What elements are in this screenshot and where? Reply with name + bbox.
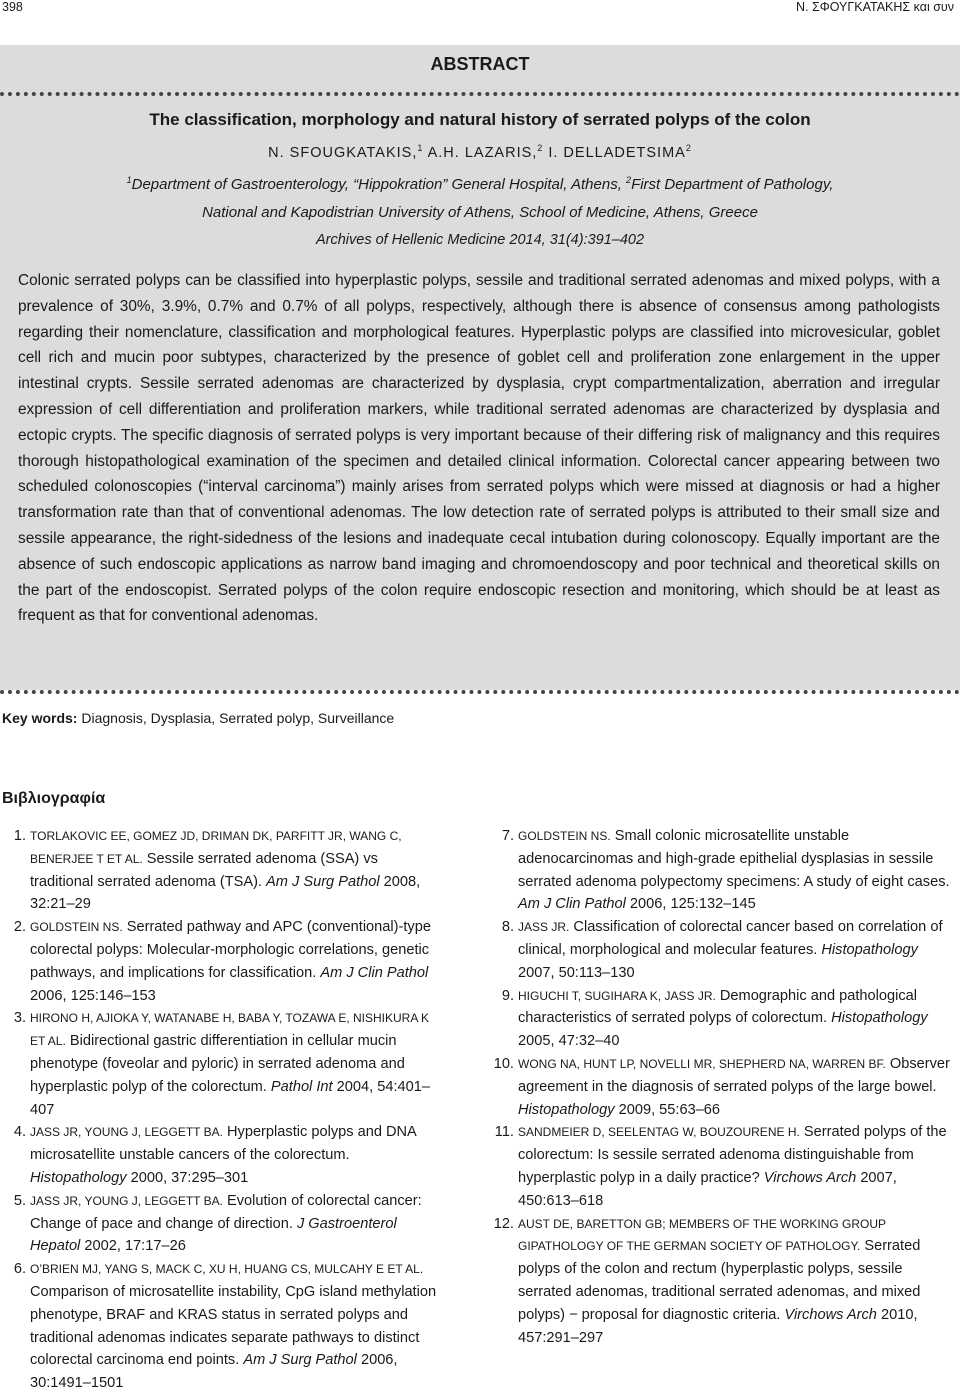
keywords (2, 710, 394, 726)
page-header (0, 0, 960, 18)
running-head: Ν. ΣΦΟΥΓΚΑΤΑΚΗΣ και συν (796, 0, 954, 14)
reference-title: Hyperplastic polyps and DNA microsatellite unstable cancers of the colorectum. (30, 1124, 416, 1164)
reference-journal: Histopathology (831, 1010, 928, 1027)
reference-title: Observer agreement in the diagnosis of serrated polyps of the large bowel. (518, 1055, 950, 1095)
reference-authors: HIGUCHI T, SUGIHARA K, JASS JR. (518, 988, 716, 1003)
keywords-label: Key words: (2, 710, 78, 726)
reference-num: 8. (501, 919, 514, 936)
reference-journal: Virchows Arch (784, 1306, 877, 1323)
affiliation-line-1: $^1$Department of Gastroenterology, “Hippokration” General Hospital, Athens, $^2$First Department of Pathology, (126, 175, 834, 193)
reference-cite: 2004, 54:401–407 (30, 1078, 430, 1118)
reference-item (492, 1053, 954, 1121)
reference-authors: JASS JR. (518, 920, 570, 935)
reference-title: Serrated pathway and APC (conventional)-type colorectal polyps: Molecular-morphologic correlations, genetic pathways, and implications for classification. (30, 919, 431, 981)
reference-num: 3. (13, 1010, 26, 1027)
reference-cite: 2005, 47:32–40 (518, 1033, 620, 1050)
reference-journal: Am J Clin Pathol (518, 896, 626, 913)
reference-item (492, 1121, 954, 1212)
affiliation-line-2: National and Kapodistrian University of Athens, School of Medicine, Athens, Greece (202, 204, 758, 221)
reference-num: 7. (501, 828, 514, 844)
reference-cite: 2008, 32:21–29 (30, 873, 421, 913)
reference-journal: Am J Surg Pathol (266, 873, 380, 890)
reference-num: 10. (493, 1055, 514, 1072)
reference-cite: 2007, 50:113–130 (518, 964, 635, 981)
reference-authors: JASS JR, YOUNG J, LEGGETT BA. (30, 1193, 223, 1208)
reference-num: 12. (493, 1215, 514, 1232)
paper-title: The classification, morphology and natural history of serrated polyps of the colon (149, 110, 811, 129)
reference-item (4, 825, 444, 916)
reference-cite: 2007, 450:613–618 (518, 1169, 897, 1209)
reference-title: Demographic and pathological characteristics of serrated polyps of colorectum. (518, 987, 918, 1027)
reference-item (4, 1190, 444, 1258)
reference-cite: 2000, 37:295–301 (126, 1169, 249, 1186)
reference-item (4, 1258, 444, 1395)
reference-title: Serrated polyps of the colon and rectum (hyperplastic polyps, sessile serrated adenomas, traditional serrated adenomas, and mixed polyps) − proposal for diagnostic criteria. (518, 1238, 921, 1323)
reference-authors: JASS JR, YOUNG J, LEGGETT BA. (30, 1125, 223, 1140)
dotted-divider-top (0, 92, 960, 96)
reference-num: 11. (494, 1124, 514, 1141)
keywords-text: Diagnosis, Dysplasia, Serrated polyp, Surveillance (77, 710, 395, 726)
reference-title: Bidirectional gastric differentiation in cellular mucin phenotype (foveolar and pyloric) in serrated adenoma and hyperplastic polyp of the colorectum. (30, 1033, 405, 1095)
reference-num: 1. (13, 828, 26, 844)
abstract-heading: ABSTRACT (430, 54, 530, 74)
reference-cite: 2009, 55:63–66 (614, 1101, 721, 1118)
reference-cite: 2006, 125:146–153 (30, 987, 156, 1004)
reference-authors: GOLDSTEIN NS. (518, 829, 611, 843)
reference-title: Evolution of colorectal cancer: Change of pace and change of direction. (30, 1192, 422, 1232)
reference-cite: 2006, 30:1491–1501 (30, 1352, 398, 1392)
reference-item (492, 1213, 954, 1350)
reference-title: Small colonic microsatellite unstable adenocarcinomas and high-grade epithelial dysplasias in sessile serrated adenoma polypectomy specimens: A study of eight cases. (518, 828, 950, 890)
abstract-text: Colonic serrated polyps can be classified into hyperplastic polyps, sessile and traditional serrated adenomas and mixed polyps, with a prevalence of 30%, 3.9%, 0.7% and 0.7% of all polyps, respectively, although there is absence of consensus among pathologists regarding their nomenclature, classification and morphological features. Hyperplastic polyps are classified into microvesicular, goblet cell rich and mucin poor subtypes, characterized by the presence of goblet cell and proliferation zone enlargement in the upper intestinal crypts. Sessile serrated adenomas are characterized by dysplasia, crypt compartmentalization, aberration and irregular expression of cell differentiation and proliferation markers, while traditional serrated adenomas are characterized by dysplasia and ectopic crypts. The specific diagnosis of serrated polyps is very important because of their differing risk of malignancy and this requires thorough histopathological examination of the specimen and detailed clinical information. Colorectal cancer appearing between two scheduled colonoscopies (“interval carcinoma”) mainly arises from serrated polyps which were missed at diagnosis or had a higher transformation rate than that of conventional adenomas. The low detection rate of serrated polyps is attributed to their small size and sessile appearance, the right-sidedness of the lesions and inadequate cecal intubation during colonoscopy. Equally important are the absence of such endoscopic applications as narrow band imaging and chromoendoscopy and poor technical and theoretical skills on the part of the endoscopist. Serrated polyps of the colon require endoscopic resection and monitoring, which should be at least as frequent as that for conventional adenomas. (18, 272, 940, 625)
bibliography-heading: Βιβλιογραφία (2, 790, 106, 807)
reference-item (4, 1121, 444, 1189)
references-right-column (492, 825, 954, 1349)
journal-citation: Archives of Hellenic Medicine 2014, 31(4):391–402 (315, 232, 645, 248)
reference-cite: 2002, 17:17–26 (80, 1238, 186, 1255)
dotted-divider-bottom (0, 690, 960, 694)
reference-title: Sessile serrated adenoma (SSA) vs traditional serrated adenoma (TSA). (30, 850, 378, 890)
reference-authors: O’BRIEN MJ, YANG S, MACK C, XU H, HUANG CS, MULCAHY E ET AL. (30, 1262, 424, 1277)
affiliations (0, 166, 960, 227)
reference-cite: 2010, 457:291–297 (518, 1306, 918, 1346)
reference-num: 4. (13, 1124, 26, 1141)
reference-authors: HIRONO H, AJIOKA Y, WATANABE H, BABA Y, TOZAWA E, NISHIKURA K ET AL. (30, 1011, 430, 1049)
reference-num: 6. (13, 1261, 26, 1278)
reference-item (4, 1007, 444, 1121)
reference-journal: Am J Surg Pathol (243, 1352, 357, 1369)
reference-authors: GOLDSTEIN NS. (30, 920, 123, 935)
reference-journal: Am J Clin Pathol (320, 964, 429, 981)
reference-journal: Histopathology (518, 1101, 615, 1118)
author-list: N. SFOUGKATAKIS,$^1$ A.H. LAZARIS,$^2$ I. DELLADETSIMA$^2$ (268, 143, 692, 161)
reference-authors: WONG NA, HUNT LP, NOVELLI MR, SHEPHERD NA, WARREN BF. (518, 1056, 886, 1071)
reference-authors: SANDMEIER D, SEELENTAG W, BOUZOURENE H. (518, 1125, 800, 1140)
reference-item (492, 825, 954, 916)
reference-journal: Pathol Int (270, 1078, 333, 1095)
reference-item (492, 916, 954, 984)
page-number: 398 (2, 0, 23, 14)
reference-item (4, 916, 444, 1007)
reference-title: Classification of colorectal cancer based on correlation of clinical, morphological and molecular features. (518, 919, 943, 958)
reference-authors: AUST DE, BARETTON GB; MEMBERS OF THE WORKING GROUP GIPATHOLOGY OF THE GERMAN SOCIETY OF PATHOLOGY. (518, 1216, 886, 1254)
reference-authors: TORLAKOVIC EE, GOMEZ JD, DRIMAN DK, PARFITT JR, WANG C, BENERJEE T ET AL. (30, 829, 402, 866)
reference-num: 5. (13, 1192, 26, 1209)
reference-item (492, 985, 954, 1053)
references-left-column (4, 825, 444, 1395)
reference-num: 9. (501, 987, 514, 1004)
reference-cite: 2006, 125:132–145 (625, 896, 756, 913)
reference-journal: Histopathology (30, 1169, 127, 1186)
reference-journal: Virchows Arch (763, 1169, 857, 1186)
reference-title: Comparison of microsatellite instability, CpG island methylation phenotype, BRAF and KRAS status in serrated polyps and traditional adenomas indicates separate pathways to distinct colorectal carcinoma end points. (30, 1283, 437, 1369)
reference-journal: J Gastroenterol Hepatol (30, 1215, 397, 1255)
reference-num: 2. (13, 919, 26, 936)
reference-title: Serrated polyps of the colorectum: Is sessile serrated adenoma distinguishable from hyperplastic polyp in a daily practice? (518, 1124, 947, 1186)
reference-journal: Histopathology (821, 941, 918, 958)
